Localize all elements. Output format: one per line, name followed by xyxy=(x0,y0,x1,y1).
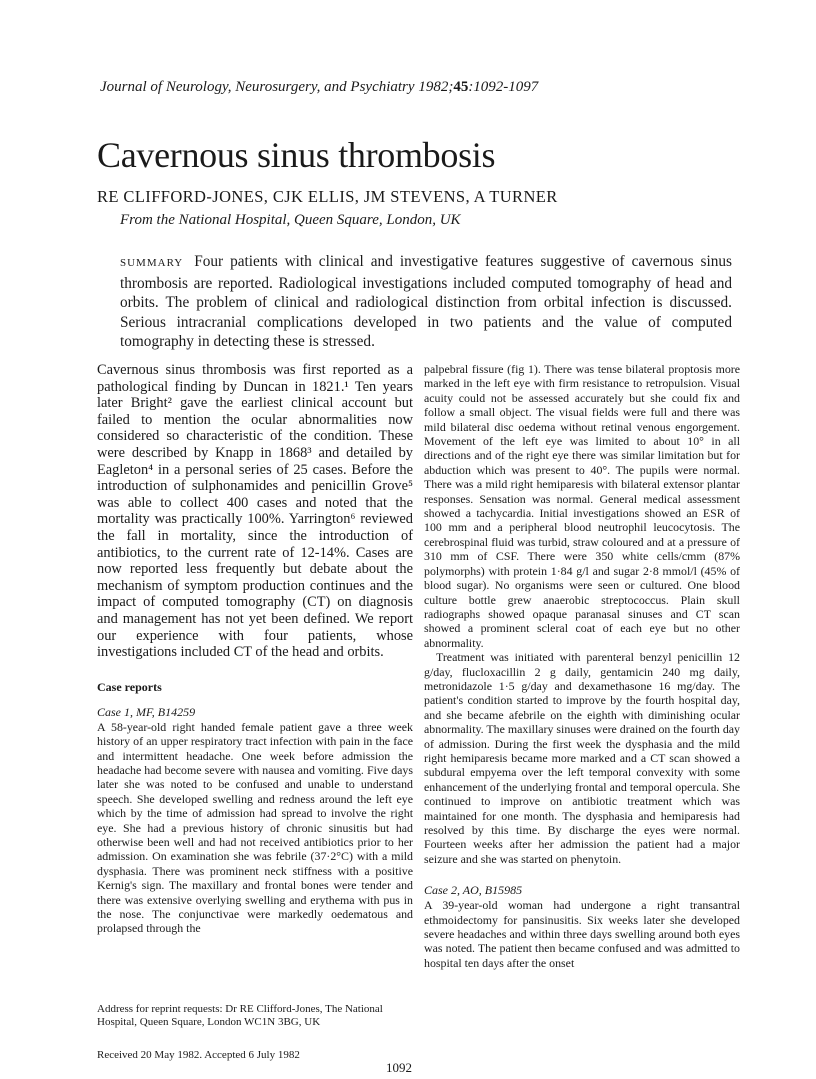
case1-paragraph-left: A 58-year-old right handed female patient gave a three week history of an upper respiratory tract infection with pain in the face and intermittent headache. One week before admission the headache had become severe with nausea and vomiting. Five days later she was noted to be confused and unable to understand speech. She developed swelling and redness around the left eye which by the time of admission had spread to involve the right eye. She had a previous history of chronic sinusitis but had otherwise been well and had not received antibiotics prior to her admission. On examination she was febrile (37·2°C) with a mild dysphasia. There was prominent neck stiffness with a positive Kernig's sign. The maxillary and frontal bones were tender and there was extensive overlying swelling and erythema with pus in the nose. The conjunctivae were markedly oedematous and prolapsed through the xyxy=(97,719,413,936)
journal-citation xyxy=(100,79,538,96)
received-dates: Received 20 May 1982. Accepted 6 July 1982 xyxy=(97,1049,300,1061)
summary-text: Four patients with clinical and investigative features suggestive of cavernous sinus thrombosis are reported. Radiological investigations included computed tomography of head and orbits. The problem of clinical and radiological distinction from orbital infection is discussed. Serious intracranial complications developed in two patients and the value of computed tomography in detecting these is stressed. xyxy=(120,253,732,351)
journal-volume: 45 xyxy=(453,79,469,95)
article-title: Cavernous sinus thrombosis xyxy=(97,135,496,175)
journal-name: Journal of Neurology, Neurosurgery, and Psychiatry xyxy=(100,79,415,95)
reprint-address: Address for reprint requests: Dr RE Clifford-Jones, The National Hospital, Queen Square, London WC1N 3BG, UK xyxy=(97,1003,383,1029)
journal-year: 1982; xyxy=(418,79,454,95)
left-column xyxy=(97,362,413,936)
case1-paragraph-right-1: palpebral fissure (fig 1). There was tense bilateral proptosis more marked in the left eye with firm resistance to retropulsion. Visual acuity could not be assessed accurately but she could fix and follow a small object. The visual fields were full and there was mild bilateral disc oedema without retinal venous engorgement. Movement of the left eye was limited to about 10° in all directions and of the right eye there was similar limitation but for abduction which was present to 40°. The pupils were normal. There was a mild right hemiparesis with bilateral extensor plantar responses. Sensation was normal. General medical assessment showed a tachycardia. Initial investigations showed an ESR of 100 mm and a peripheral blood neutrophil leucocytosis. The cerebrospinal fluid was turbid, straw coloured and at a pressure of 310 mm of CSF. There were 350 white cells/cmm (87% polymorphs) with protein 1·84 g/l and sugar 2·8 mmol/l (45% of blood sugar). No organisms were seen or cultured. One blood culture bottle grew anaerobic streptococcus. Plain skull radiographs showed opaque paranasal sinuses and CT scan showed a prominent scleral coat of each eye but no other abnormality. xyxy=(424,362,740,650)
summary-label: SUMMARY xyxy=(120,257,184,269)
author-list: RE CLIFFORD-JONES, CJK ELLIS, JM STEVENS, A TURNER xyxy=(97,187,558,206)
affiliation: From the National Hospital, Queen Square, London, UK xyxy=(120,212,461,228)
introduction-paragraph: Cavernous sinus thrombosis was first reported as a pathological finding by Duncan in 1821.¹ Ten years later Bright² gave the earliest clinical account but failed to mention the ocular abnormalities now considered so characteristic of the condition. These were described by Knapp in 1868³ and detailed by Eagleton⁴ in a personal series of 25 cases. Before the introduction of sulphonamides and penicillin Grove⁵ was able to collect 400 cases and noted that the mortality was practically 100%. Yarrington⁶ reviewed the fall in mortality, since the introduction of antibiotics, to the current rate of 12-14%. Cases are now reported less frequently but debate about the mechanism of symptom production continues and the impact of computed tomography (CT) on diagnosis and management has not yet been defined. We report our experience with four patients, whose investigations included CT of the head and orbits. xyxy=(97,362,413,661)
case2-paragraph: A 39-year-old woman had undergone a right transantral ethmoidectomy for pansinusitis. Six weeks later she developed severe headaches and within three days swelling around both eyes was noted. The patient then became confused and was admitted to hospital ten days after the onset xyxy=(424,898,740,970)
right-column xyxy=(424,362,740,970)
case2-heading: Case 2, AO, B15985 xyxy=(424,883,523,898)
case1-paragraph-right-2: Treatment was initiated with parenteral benzyl penicillin 12 g/day, flucloxacillin 2 g daily, gentamicin 240 mg daily, metronidazole 1·5 g/day and dexamethasone 16 mg/day. The patient's condition started to improve by the fourth hospital day, and she became afebrile on the eighth with diminishing ocular abnormality. The maxillary sinuses were drained on the fourth day of admission. During the first week the dysphasia and the mild right hemiparesis became more marked and a CT scan showed a subdural empyema over the left temporal convexity with some enhancement of the underlying frontal and temporal opercula. She continued to improve on antibiotic treatment which was maintained for one month. The dysphasia and hemiparesis had resolved by this time. By discharge the eyes were normal. Fourteen weeks after her admission the patient had a major seizure and she was started on phenytoin. xyxy=(424,650,741,866)
page-number: 1092 xyxy=(386,1060,412,1075)
section-heading-case-reports: Case reports xyxy=(97,679,162,694)
journal-pages: :1092-1097 xyxy=(468,79,539,95)
summary-block xyxy=(120,252,732,352)
case1-heading: Case 1, MF, B14259 xyxy=(97,704,196,719)
